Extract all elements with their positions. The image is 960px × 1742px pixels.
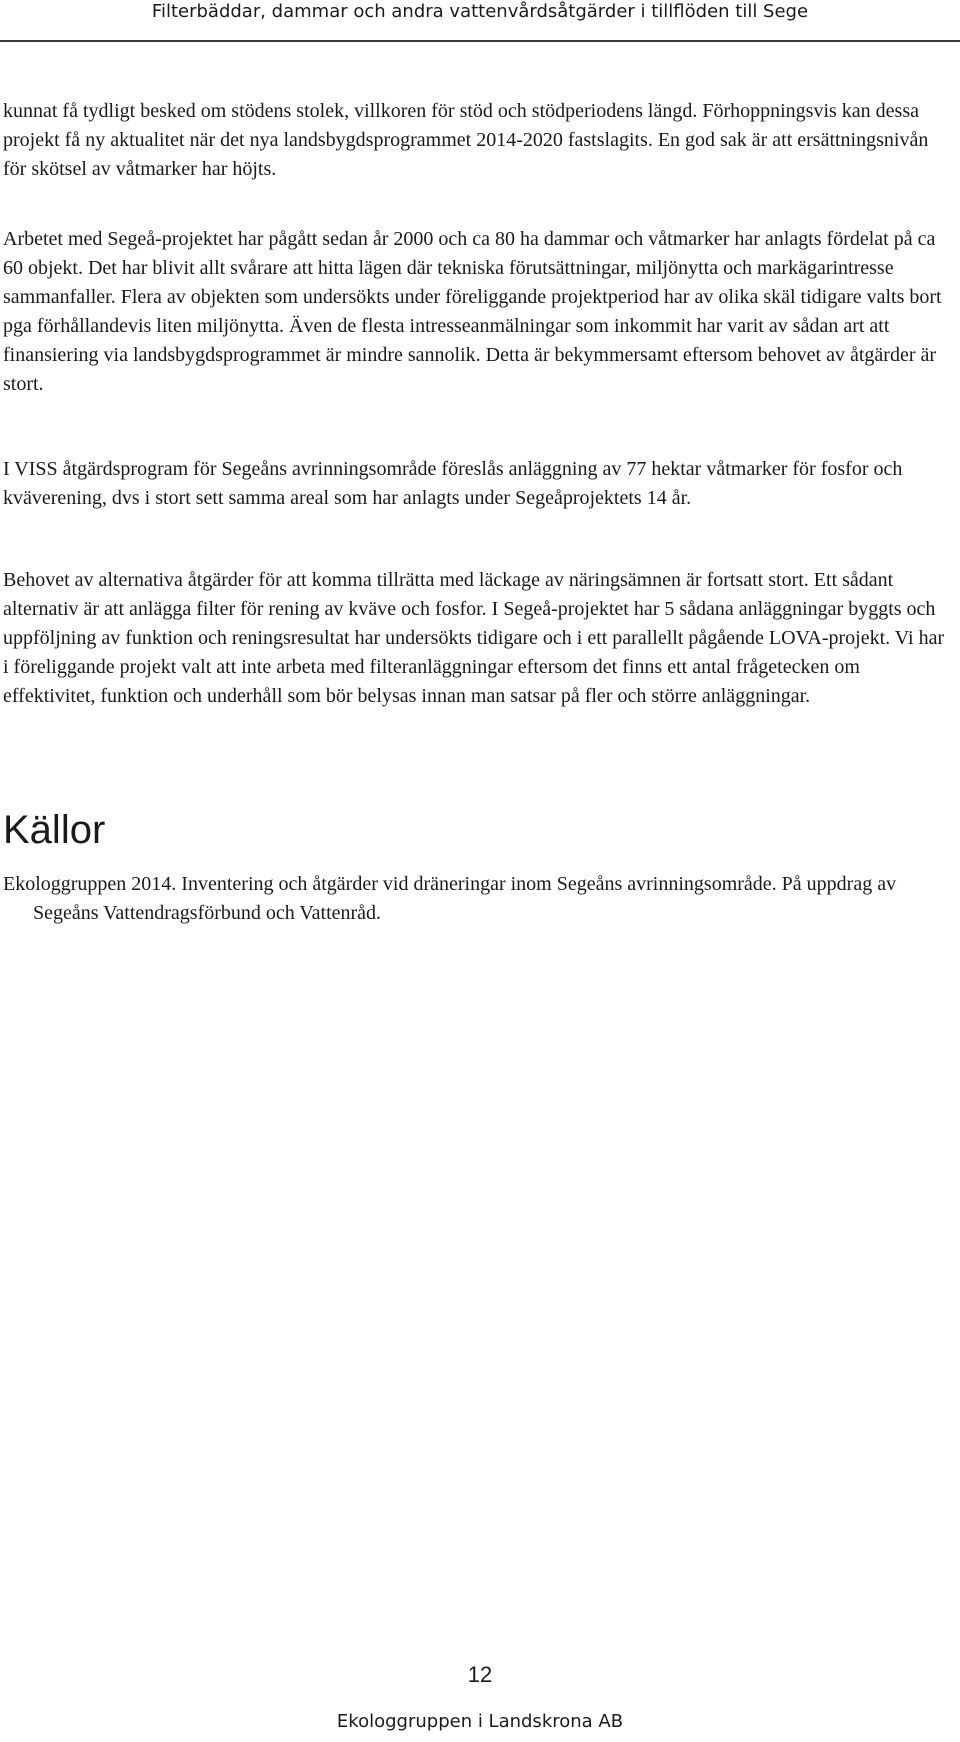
sources-heading: Källor: [3, 808, 106, 852]
running-footer: Ekologgruppen i Landskrona AB: [336, 1711, 624, 1732]
body-paragraph-3: [3, 455, 953, 513]
paragraph-text: Behovet av alternativa åtgärder för att komma tillrätta med läckage av näringsämnen är fortsatt stort. Ett sådant alternativ är att anlägga filter för rening av kväve och fosfor. I Segeå-projektet har 5 sådana anläggningar byggts och uppföljning av funktion och reningsresultat har undersökts tidigare och i ett parallellt pågående LOVA-projekt. Vi har i föreliggande projekt valt att inte arbeta med filteranläggningar eftersom det finns ett antal frågetecken om effektivitet, funktion och underhåll som bör belysas innan man satsar på fler och större anläggningar.: [3, 569, 945, 707]
body-paragraph-2: [3, 225, 953, 399]
body-paragraph-1: [3, 97, 953, 184]
paragraph-text: Arbetet med Segeå-projektet har pågått sedan år 2000 och ca 80 ha dammar och våtmarker har anlagts fördelat på ca 60 objekt. Det har blivit allt svårare att hitta lägen där tekniska förutsättningar, miljönytta och markägarintresse sammanfaller. Flera av objekten som undersökts under föreliggande projektperiod har av olika skäl tidigare valts bort pga förhållandevis liten miljönytta. Även de flesta intresseanmälningar som inkommit har varit av sådan art att finansiering via landsbygdsprogrammet är mindre sannolik. Detta är bekymmersamt eftersom behovet av åtgärder är stort.: [3, 228, 942, 395]
reference-entry: Ekologgruppen 2014. Inventering och åtgärder vid dräneringar inom Segeåns avrinningsområde. På uppdrag av Segeåns Vattendragsförbund och Vattenråd.: [3, 873, 897, 924]
body-paragraph-4: [3, 566, 953, 711]
header-divider: [0, 40, 960, 42]
paragraph-text: kunnat få tydligt besked om stödens stolek, villkoren för stöd och stödperiodens längd. Förhoppningsvis kan dessa projekt få ny aktualitet när det nya landsbygdsprogrammet 2014-2020 fastslagits. En god sak är att ersättningsnivån för skötsel av våtmarker har höjts.: [3, 100, 929, 180]
paragraph-text: I VISS åtgärdsprogram för Segeåns avrinningsområde föreslås anläggning av 77 hektar våtmarker för fosfor och kväverening, dvs i stort sett samma areal som har anlagts under Segeåprojektets 14 år.: [3, 458, 903, 509]
running-header: Filterbäddar, dammar och andra vattenvårdsåtgärder i tillflöden till Sege: [151, 1, 809, 22]
page-number: 12: [467, 1662, 493, 1687]
